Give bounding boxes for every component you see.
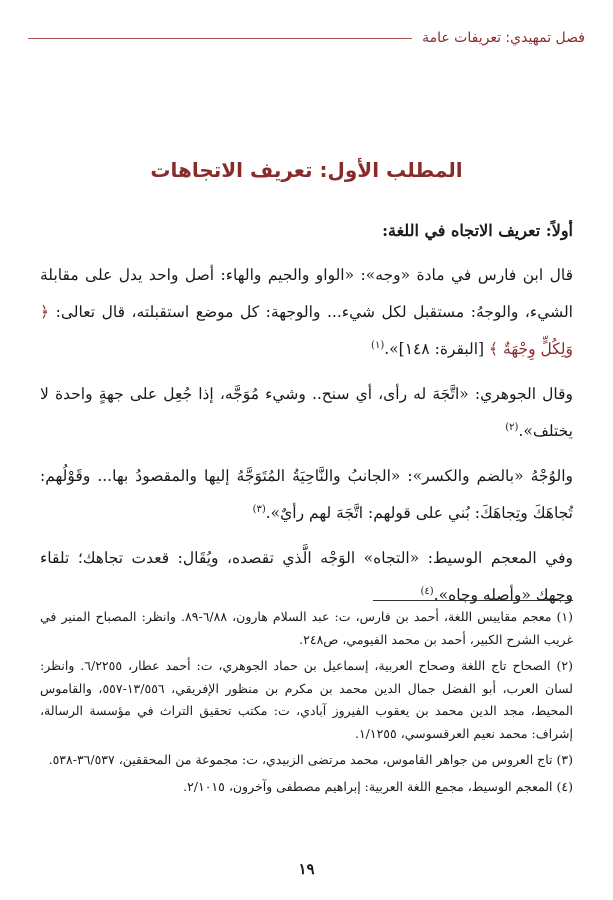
footnotes	[40, 606, 573, 802]
subsection-heading: أولاً: تعريف الاتجاه في اللغة:	[382, 221, 573, 240]
header-rule	[28, 38, 412, 39]
footnote-3: (٣) تاج العروس من جواهر القاموس، محمد مرتضى الزبيدي، ت: مجموعة من المحققين، ٣٦/٥٣٧-٥٣٨.	[48, 752, 573, 767]
section-title: المطلب الأول: تعريف الاتجاهات	[150, 158, 463, 182]
verse-reference: [البقرة: ١٤٨]».	[384, 340, 490, 358]
paragraph-jawhari	[40, 376, 573, 450]
paragraph-ibn-faris	[40, 257, 573, 368]
paragraph-wujh	[40, 458, 573, 532]
running-header-title: فصل تمهيدي: تعريفات عامة	[422, 30, 585, 46]
footnote-ref-2[interactable]: (٢)	[505, 421, 519, 433]
footnote-4: (٤) المعجم الوسيط، مجمع اللغة العربية: إبراهيم مصطفى وآخرون، ٢/١٠١٥.	[183, 778, 573, 794]
page-number: ١٩	[298, 860, 315, 878]
running-header	[28, 30, 585, 46]
footnote-1: (١) معجم مقاييس اللغة، أحمد بن فارس، ت: عبد السلام هارون، ٦/٨٨-٨٩. وانظر: المصباح المنير في غريب الشرح الكبير، أحمد بن محمد الفيومي، ص٢٤٨.	[40, 609, 573, 647]
footnote-ref-4[interactable]: (٤)	[420, 585, 434, 597]
footnote-2: (٢) الصحاح تاج اللغة وصحاح العربية، إسماعيل بن حماد الجوهري، ت: أحمد عطار، ٦/٢٢٥٥. وانظر: لسان العرب، أبو الفضل جمال الدين محمد بن مكرم بن منظور الإفريقي، ١٣/٥٥٦-٥٥٧، والقاموس المحيط، مجد الدين محمد بن يعقوب الفيروز آبادي، ت: مكتب تحقيق التراث في مؤسسة الرسالة، إشراف: محمد نعيم العرقسوسي، ١/١٢٥٥.	[40, 658, 573, 741]
paragraph-wasit	[40, 540, 573, 614]
body-text	[40, 212, 573, 622]
footnote-separator	[373, 600, 573, 601]
paragraph-wasit-text: وفي المعجم الوسيط: «التجاه» الوَجْه الَّذي تقصده، ويُقَال: قعدت تجاهك؛ تلقاء وجهك «وأصله وجاه».	[40, 549, 573, 604]
footnote-ref-1[interactable]: (١)	[371, 339, 385, 351]
paragraph-ibn-faris-text: قال ابن فارس في مادة «وجه»: «الواو والجيم والهاء: أصل واحد يدل على مقابلة الشيء، والوجهُ: مستقبل لكل شيء... والوجهة: كل موضع استقبلته، قال تعالى:	[40, 266, 573, 321]
quran-verse: ﴿ وَلِكُلٍّ وِجْهَةٌ ﴾	[40, 303, 573, 358]
paragraph-wujh-text: والوُجْهُ «بالضم والكسر»: «الجانبُ والنَّاحِيَةُ المُتَوَجَّهُ إليها والمقصودُ بها... وقَوْلُهم: تُجاهَكَ وتِجاهَكَ: بُني على قولهم: اتَّجَهَ لهم رأيٌ».	[40, 467, 573, 522]
footnote-ref-3[interactable]: (٣)	[252, 503, 266, 515]
paragraph-jawhari-text: وقال الجوهري: «اتَّجَهَ له رأى، أي سنح.. وشيء مُوَجَّه، إذا جُعِل على جهةٍ واحدة لا يختلف».	[40, 385, 573, 440]
